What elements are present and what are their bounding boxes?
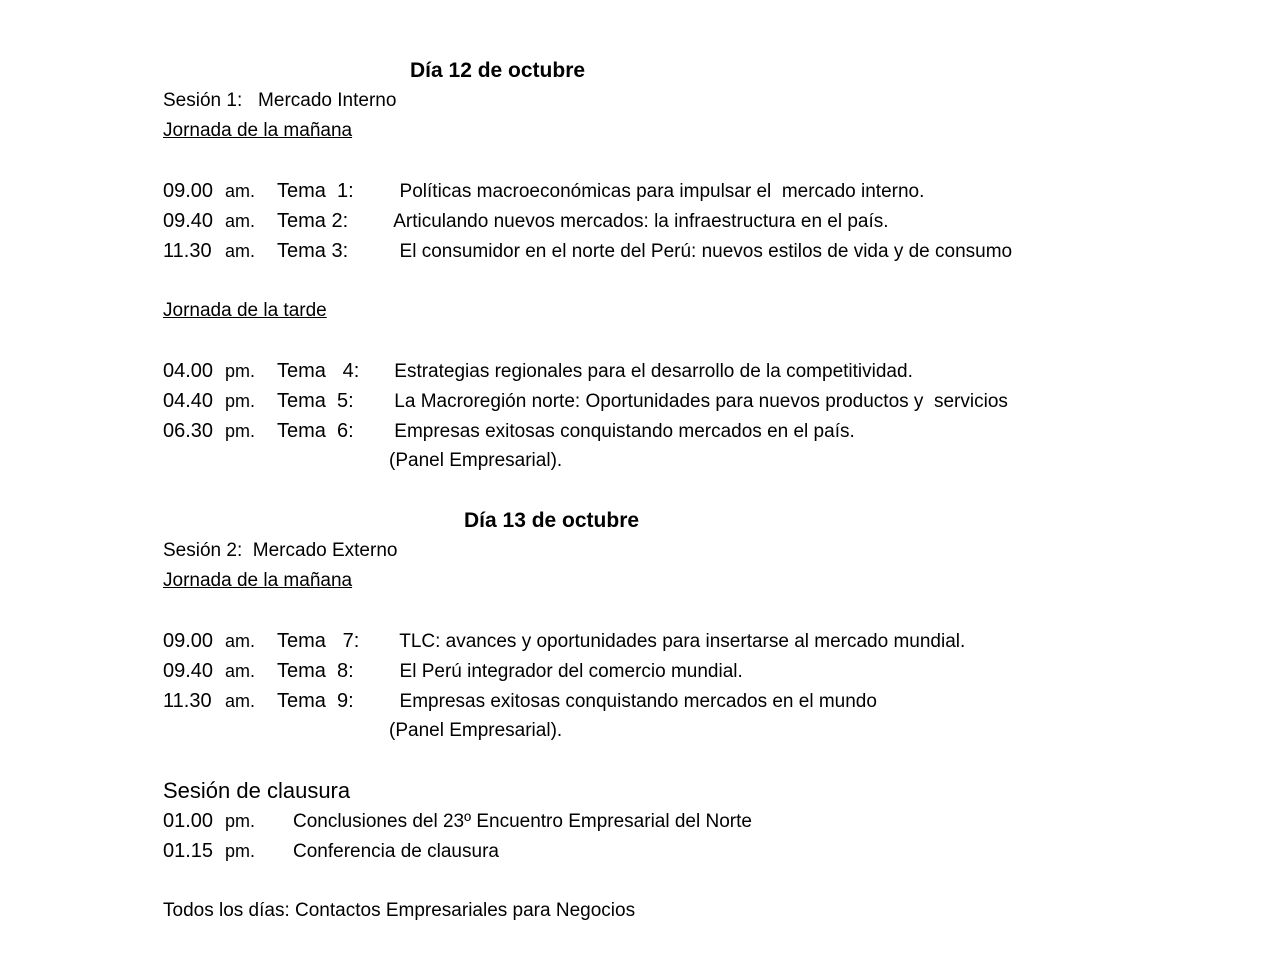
closing-title-text: Sesión de clausura <box>163 778 351 803</box>
item-desc: El Perú integrador del comercio mundial. <box>389 661 743 682</box>
item-desc: Políticas macroeconómicas para impulsar el mercado interno. <box>389 181 925 202</box>
item-meridiem: pm. <box>225 811 256 831</box>
day2-title-text: Día 13 de octubre <box>464 509 640 532</box>
item-desc: Conferencia de clausura <box>293 841 499 862</box>
item-tema: Tema 8: <box>277 660 354 682</box>
item-tema: Tema 5: <box>277 390 354 412</box>
panel-note <box>389 446 1250 476</box>
footer-note <box>163 896 1250 926</box>
panel-note <box>389 716 1250 746</box>
footer-note-text: Todos los días: Contactos Empresariales para Negocios <box>163 900 636 921</box>
item-desc: El consumidor en el norte del Perú: nuevos estilos de vida y de consumo <box>389 241 1013 262</box>
item-tema: Tema 6: <box>277 420 354 442</box>
item-meridiem: pm. <box>225 841 256 861</box>
day2-session-label <box>163 536 1250 566</box>
item-meridiem: pm. <box>225 421 256 441</box>
item-time: 09.40 <box>163 210 214 232</box>
item-tema: Tema 4: <box>277 360 360 382</box>
item-tema: Tema 1: <box>277 180 354 202</box>
item-meridiem: am. <box>225 631 256 651</box>
schedule-item <box>163 356 1250 386</box>
item-desc: Articulando nuevos mercados: la infraestructura en el país. <box>389 211 889 232</box>
item-meridiem: pm. <box>225 361 256 381</box>
closing-item <box>163 836 1250 866</box>
day1-afternoon-label <box>163 296 1250 326</box>
item-time: 04.00 <box>163 360 214 382</box>
schedule-item <box>163 236 1250 266</box>
item-tema: Tema 7: <box>277 630 360 652</box>
spacer <box>163 146 1250 176</box>
panel-note-text: (Panel Empresarial). <box>389 450 563 471</box>
day1-morning-label-text: Jornada de la mañana <box>163 120 353 141</box>
item-time: 09.40 <box>163 660 214 682</box>
spacer <box>163 326 1250 356</box>
day1-title <box>410 56 1250 86</box>
item-time: 06.30 <box>163 420 214 442</box>
day2-title <box>464 506 1250 536</box>
item-tema: Tema 2: <box>277 210 349 232</box>
day1-session-label <box>163 86 1250 116</box>
item-desc: Empresas exitosas conquistando mercados en el país. <box>389 421 855 442</box>
item-time: 04.40 <box>163 390 214 412</box>
item-time: 11.30 <box>163 690 212 712</box>
schedule-item <box>163 686 1250 716</box>
schedule-item <box>163 176 1250 206</box>
spacer <box>163 596 1250 626</box>
item-desc: Conclusiones del 23º Encuentro Empresarial del Norte <box>293 811 752 832</box>
item-meridiem: am. <box>225 211 256 231</box>
day2-morning-label <box>163 566 1250 596</box>
item-desc: TLC: avances y oportunidades para insertarse al mercado mundial. <box>389 631 966 652</box>
item-tema: Tema 3: <box>277 240 349 262</box>
schedule-item <box>163 206 1250 236</box>
spacer <box>163 866 1250 896</box>
schedule-item <box>163 656 1250 686</box>
item-meridiem: pm. <box>225 391 256 411</box>
item-time: 01.00 <box>163 810 214 832</box>
item-meridiem: am. <box>225 241 256 261</box>
schedule-item <box>163 416 1250 446</box>
day2-morning-label-text: Jornada de la mañana <box>163 570 353 591</box>
day1-afternoon-label-text: Jornada de la tarde <box>163 300 327 321</box>
closing-title <box>163 776 1250 806</box>
item-time: 11.30 <box>163 240 212 262</box>
item-meridiem: am. <box>225 181 256 201</box>
schedule-item <box>163 626 1250 656</box>
item-time: 09.00 <box>163 630 214 652</box>
day1-session-text: Sesión 1: Mercado Interno <box>163 90 397 111</box>
item-desc: Estrategias regionales para el desarrollo de la competitividad. <box>389 361 913 382</box>
day1-title-text: Día 12 de octubre <box>410 59 586 82</box>
closing-item <box>163 806 1250 836</box>
spacer <box>163 476 1250 506</box>
item-desc: La Macroregión norte: Oportunidades para nuevos productos y servicios <box>389 391 1008 412</box>
item-desc: Empresas exitosas conquistando mercados en el mundo <box>389 691 877 712</box>
day2-session-text: Sesión 2: Mercado Externo <box>163 540 398 561</box>
item-time: 09.00 <box>163 180 214 202</box>
item-meridiem: am. <box>225 661 256 681</box>
panel-note-text: (Panel Empresarial). <box>389 720 563 741</box>
schedule-item <box>163 386 1250 416</box>
day1-morning-label <box>163 116 1250 146</box>
item-tema: Tema 9: <box>277 690 354 712</box>
item-time: 01.15 <box>163 840 214 862</box>
spacer <box>163 746 1250 776</box>
spacer <box>163 266 1250 296</box>
item-meridiem: am. <box>225 691 256 711</box>
